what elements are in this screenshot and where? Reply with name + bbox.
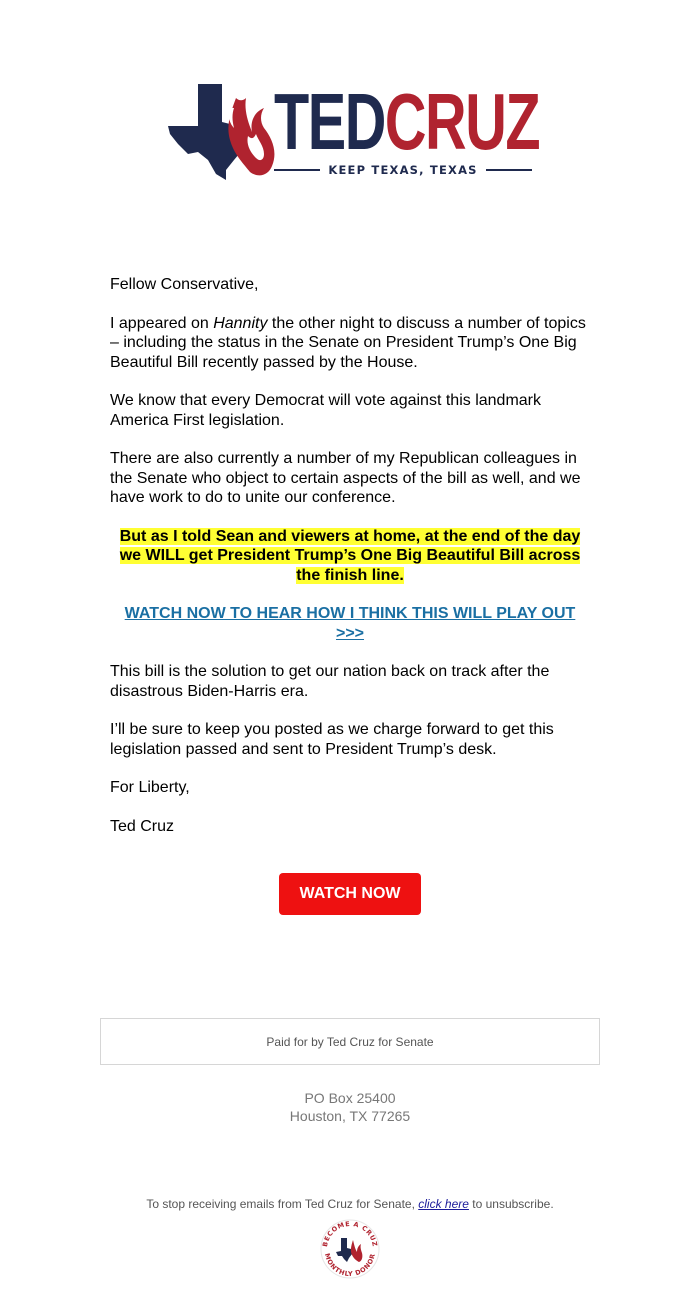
unsubscribe-line: [0, 1197, 700, 1211]
address-line-2: Houston, TX 77265: [289, 1108, 411, 1124]
ted-cruz-logo[interactable]: [168, 77, 540, 182]
email-body: [110, 275, 590, 855]
logo-ted-text: TED: [274, 77, 385, 166]
paragraph-hannity: [110, 314, 590, 373]
mailing-address: [0, 1089, 700, 1125]
divider: [486, 169, 532, 171]
texas-flame-icon: [168, 78, 278, 182]
paragraph-democrats: We know that every Democrat will vote against this landmark America First legislation.: [110, 392, 541, 429]
unsubscribe-link[interactable]: click here: [418, 1197, 469, 1211]
unsubscribe-text: To stop receiving emails from Ted Cruz for Senate,: [146, 1197, 419, 1211]
greeting: Fellow Conservative,: [110, 276, 259, 293]
address-line-1: PO Box 25400: [304, 1090, 396, 1106]
watch-link-paragraph: [110, 604, 590, 643]
badge-bottom-text: MONTHLY DONOR: [322, 1252, 377, 1279]
highlighted-text: But as I told Sean and viewers at home, at the end of the day we WILL get President Trump’s One Big Beautiful Bill across the finish line.: [119, 527, 581, 584]
monthly-donor-badge[interactable]: [319, 1218, 381, 1280]
unsubscribe-text: to unsubscribe.: [468, 1197, 554, 1211]
paragraph-posted: I’ll be sure to keep you posted as we charge forward to get this legislation passed and sent to President Trump’s desk.: [110, 721, 554, 758]
signature: Ted Cruz: [110, 817, 175, 835]
paid-for-text: Paid for by Ted Cruz for Senate: [266, 1034, 434, 1049]
paragraph-text: I appeared on: [110, 314, 214, 332]
paid-for-box: [100, 1018, 600, 1065]
paragraph-solution: This bill is the solution to get our nation back on track after the disastrous Biden-Harris era.: [110, 663, 550, 700]
badge-top-text: BECOME A CRUZ: [321, 1219, 379, 1248]
paragraph-republicans: There are also currently a number of my Republican colleagues in the Senate who object to certain aspects of the bill as well, and we have work to do to unite our conference.: [110, 450, 581, 506]
logo-wordmark: [274, 78, 539, 166]
highlighted-paragraph: [110, 527, 590, 586]
divider: [274, 169, 320, 171]
tagline: KEEP TEXAS, TEXAS: [328, 163, 478, 177]
watch-now-link[interactable]: WATCH NOW TO HEAR HOW I THINK THIS WILL PLAY OUT >>>: [124, 605, 576, 642]
signoff: For Liberty,: [110, 779, 190, 796]
paragraph-text: the other night to discuss a number of topics – including the status in the Senate on President Trump’s One Big Beautiful Bill recently passed by the House.: [110, 314, 586, 371]
logo-cruz-text: CRUZ: [384, 77, 540, 166]
watch-now-button[interactable]: WATCH NOW: [279, 873, 421, 915]
show-name: Hannity: [213, 314, 268, 332]
tagline-row: [274, 162, 532, 178]
